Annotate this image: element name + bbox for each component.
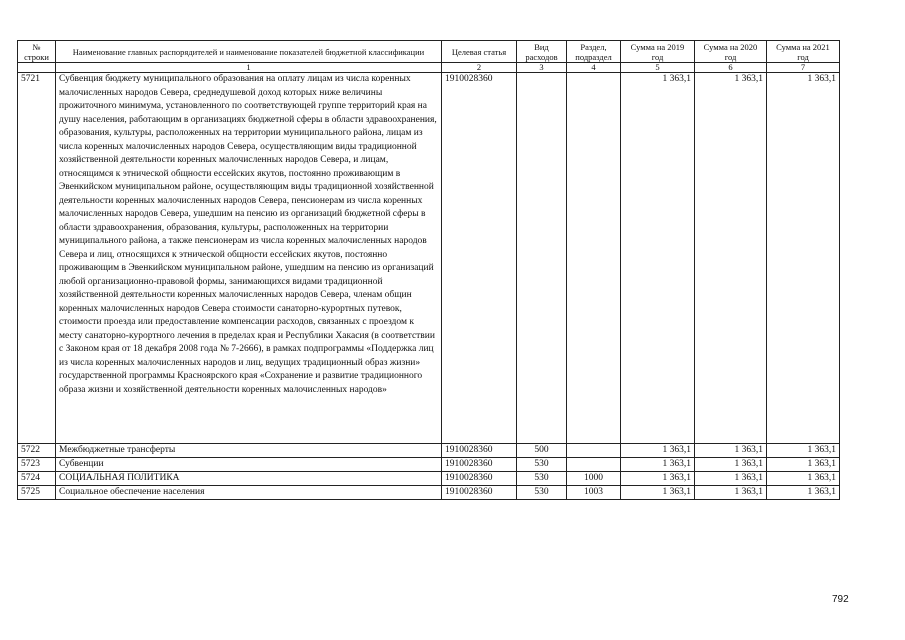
row-sum-2019: 1 363,1 [621,73,695,444]
table-row [18,472,840,486]
page-number: 792 [832,594,849,605]
header-2019: Сумма на 2019 год [621,41,695,63]
column-number: 3 [517,63,567,73]
row-number: 5725 [18,486,56,500]
row-sum-2020: 1 363,1 [695,73,767,444]
column-number: 7 [767,63,840,73]
row-kind [517,73,567,444]
row-kind: 530 [517,458,567,472]
row-section: 1000 [567,472,621,486]
table-header-row [18,41,840,63]
table-row [18,458,840,472]
header-2021: Сумма на 2021 год [767,41,840,63]
column-number: 2 [442,63,517,73]
column-number-row [18,63,840,73]
header-target: Целевая статья [442,41,517,63]
budget-table [17,40,840,500]
row-sum-2019: 1 363,1 [621,458,695,472]
row-sum-2021: 1 363,1 [767,444,840,458]
row-kind: 530 [517,472,567,486]
row-target: 1910028360 [442,444,517,458]
header-row-no: № строки [18,41,56,63]
column-number: 1 [56,63,442,73]
row-sum-2020: 1 363,1 [695,458,767,472]
row-number: 5724 [18,472,56,486]
table-row [18,444,840,458]
row-number: 5722 [18,444,56,458]
row-kind: 530 [517,486,567,500]
row-name: Социальное обеспечение населения [56,486,442,500]
row-sum-2021: 1 363,1 [767,472,840,486]
column-number: 5 [621,63,695,73]
row-target: 1910028360 [442,472,517,486]
row-sum-2019: 1 363,1 [621,486,695,500]
row-section: 1003 [567,486,621,500]
row-name: Межбюджетные трансферты [56,444,442,458]
row-sum-2020: 1 363,1 [695,472,767,486]
row-target: 1910028360 [442,458,517,472]
header-name: Наименование главных распорядителей и наименование показателей бюджетной классификации [56,41,442,63]
row-name: СОЦИАЛЬНАЯ ПОЛИТИКА [56,472,442,486]
header-kind: Вид расходов [517,41,567,63]
row-number: 5721 [18,73,56,444]
table-row [18,486,840,500]
row-section [567,444,621,458]
column-number [18,63,56,73]
row-section [567,73,621,444]
header-2020: Сумма на 2020 год [695,41,767,63]
row-sum-2020: 1 363,1 [695,486,767,500]
row-name: Субвенция бюджету муниципального образования на оплату лицам из числа коренных малочисленных народов Севера, среднедушевой доход которых ниже величины прожиточного минимума, установленного по соответствующей группе территорий края на душу населения, работающим в организациях бюджетной сферы в области здравоохранения, образования, культуры, расположенных на территории муниципального района, лицам из числа коренных малочисленных народов Севера, осуществляющим виды традиционной хозяйственной деятельности коренных малочисленных народов Севера, и лицам, относящимся к этнической общности ессейских якутов, постоянно проживающим в Эвенкийском муниципальном районе, осуществляющим виды традиционной хозяйственной деятельности коренных малочисленных народов Севера, пенсионерам из числа коренных малочисленных народов Севера, ушедшим на пенсию из организаций бюджетной сферы в области здравоохранения, образования, культуры, расположенных на территории муниципального района, а также пенсионерам из числа коренных малочисленных народов Севера и лиц, относящихся к этнической общности ессейских якутов, постоянно проживающим в Эвенкийском муниципальном районе, ушедшим на пенсию из организаций любой организационно-правовой формы, занимающихся видами традиционной хозяйственной деятельности коренных малочисленных народов Севера, членам общин коренных малочисленных народов Севера стоимости санаторно-курортных путевок, стоимости проезда или предоставление компенсации расходов, связанных с проездом к месту санаторно-курортного лечения в пределах края и Республики Хакасия (в соответствии с Законом края от 18 декабря 2008 года № 7-2666), в рамках подпрограммы «Поддержка лиц из числа коренных малочисленных народов и лиц, ведущих традиционный образ жизни» государственной программы Красноярского края «Сохранение и развитие традиционного образа жизни и хозяйственной деятельности коренных малочисленных народов» [56,73,442,444]
row-target: 1910028360 [442,73,517,444]
row-sum-2021: 1 363,1 [767,486,840,500]
row-section [567,458,621,472]
header-section: Раздел, подраздел [567,41,621,63]
row-target: 1910028360 [442,486,517,500]
row-name: Субвенции [56,458,442,472]
row-sum-2021: 1 363,1 [767,73,840,444]
column-number: 4 [567,63,621,73]
row-sum-2019: 1 363,1 [621,472,695,486]
row-sum-2019: 1 363,1 [621,444,695,458]
row-sum-2021: 1 363,1 [767,458,840,472]
row-number: 5723 [18,458,56,472]
row-sum-2020: 1 363,1 [695,444,767,458]
row-kind: 500 [517,444,567,458]
column-number: 6 [695,63,767,73]
table-row [18,73,840,444]
